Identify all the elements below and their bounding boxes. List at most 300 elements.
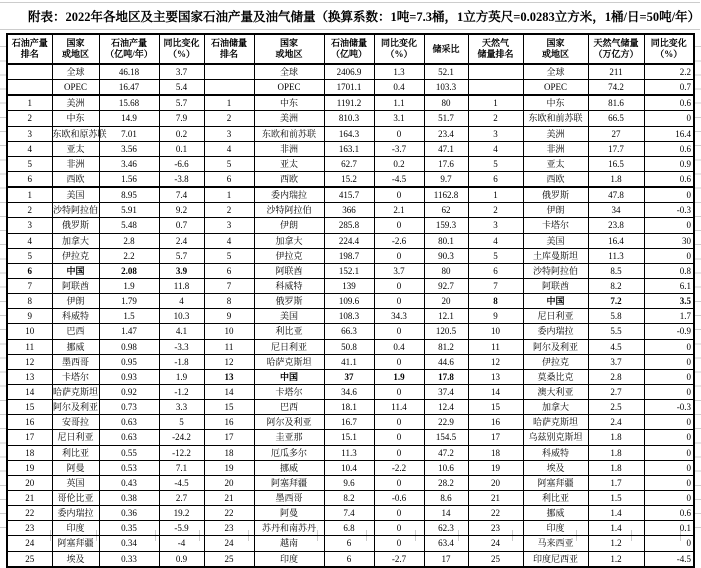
column-header-6 <box>324 34 374 64</box>
table-cell: 2.8 <box>99 233 159 248</box>
table-cell: 7.4 <box>159 187 204 203</box>
table-cell: 18 <box>7 445 52 460</box>
table-cell: 埃及 <box>52 551 99 567</box>
table-row <box>7 384 694 399</box>
table-cell: 0.63 <box>99 415 159 430</box>
table-cell: 37 <box>324 369 374 384</box>
table-cell: 108.3 <box>324 309 374 324</box>
table-cell: 0.6 <box>644 171 694 187</box>
column-header-11 <box>588 34 644 64</box>
table-cell: 1701.1 <box>324 80 374 96</box>
table-row <box>7 506 694 521</box>
table-cell: 22 <box>468 506 523 521</box>
table-cell: 伊朗 <box>523 203 588 218</box>
table-cell: 英国 <box>52 475 99 490</box>
table-cell: -2.6 <box>374 233 424 248</box>
table-cell: 7.2 <box>588 294 644 309</box>
table-cell: 0 <box>374 506 424 521</box>
table-cell: 34.6 <box>324 384 374 399</box>
table-cell: 8.5 <box>588 263 644 278</box>
table-cell: 109.6 <box>324 294 374 309</box>
table-cell: 阿尔及利亚 <box>52 400 99 415</box>
table-row <box>7 309 694 324</box>
table-cell: 1.7 <box>644 309 694 324</box>
table-row <box>7 536 694 551</box>
table-cell: OPEC <box>254 80 324 96</box>
table-cell: 2 <box>204 203 254 218</box>
table-cell: 23.4 <box>424 126 468 141</box>
table-cell: 13 <box>204 369 254 384</box>
table-cell: 0.9 <box>159 551 204 567</box>
table-cell: 越南 <box>254 536 324 551</box>
table-cell: 0.63 <box>99 430 159 445</box>
table-cell: 23.8 <box>588 218 644 233</box>
table-cell: 0 <box>644 111 694 126</box>
table-cell: 2.2 <box>99 248 159 263</box>
column-header-0 <box>7 34 52 64</box>
table-cell: 16.4 <box>644 126 694 141</box>
table-cell: 3.56 <box>99 141 159 156</box>
table-cell: 5.91 <box>99 203 159 218</box>
table-cell: 0 <box>374 430 424 445</box>
table-cell: 西欧 <box>254 171 324 187</box>
table-cell: 0.1 <box>644 521 694 536</box>
table-cell: 14 <box>424 506 468 521</box>
table-cell: 15.2 <box>324 171 374 187</box>
table-cell: 152.1 <box>324 263 374 278</box>
table-cell: 211 <box>588 64 644 80</box>
table-cell: 阿联酋 <box>523 278 588 293</box>
table-cell: 哈萨克斯坦 <box>523 415 588 430</box>
column-header-line: （亿吨） <box>330 49 367 59</box>
table-row <box>7 95 694 111</box>
table-cell: 0 <box>644 475 694 490</box>
table-cell: 15.1 <box>324 430 374 445</box>
table-cell: 1.9 <box>99 278 159 293</box>
table-cell: 0.6 <box>644 95 694 111</box>
table-cell: 5 <box>204 248 254 263</box>
table-cell: 尼日利亚 <box>523 309 588 324</box>
table-cell: 美洲 <box>254 111 324 126</box>
table-cell: 2.8 <box>588 369 644 384</box>
table-cell: -0.6 <box>374 490 424 505</box>
table-cell: 沙特阿拉伯 <box>523 263 588 278</box>
table-cell: 0.92 <box>99 384 159 399</box>
table-cell: 6.1 <box>644 278 694 293</box>
table-cell: 1 <box>7 95 52 111</box>
table-cell: 1.9 <box>374 369 424 384</box>
table-cell: 8 <box>7 294 52 309</box>
column-header-line: 同比变化 <box>650 38 687 48</box>
table-cell: 0 <box>644 430 694 445</box>
table-cell: 17 <box>424 551 468 567</box>
column-header-line: 同比变化 <box>380 38 417 48</box>
table-cell: 13 <box>7 369 52 384</box>
column-header-line: （亿吨/年） <box>105 49 153 59</box>
table-cell: 委内瑞拉 <box>254 187 324 203</box>
table-cell: 8.6 <box>424 490 468 505</box>
table-row <box>7 248 694 263</box>
table-row <box>7 324 694 339</box>
table-cell: 17.7 <box>588 141 644 156</box>
table-cell: 11.3 <box>588 248 644 263</box>
table-cell: 安哥拉 <box>52 415 99 430</box>
table-cell: 0.4 <box>374 80 424 96</box>
table-cell: 1.5 <box>588 490 644 505</box>
table-cell: 5 <box>159 415 204 430</box>
table-cell: 1 <box>204 95 254 111</box>
table-cell: 17 <box>468 430 523 445</box>
sheet-gridline-top <box>0 2 700 3</box>
table-cell: 24 <box>468 536 523 551</box>
table-cell: 0 <box>374 218 424 233</box>
table-cell: 23 <box>468 521 523 536</box>
sheet-gridline-right-margin <box>695 33 701 530</box>
table-cell: 11.4 <box>374 400 424 415</box>
table-cell: 8.95 <box>99 187 159 203</box>
table-cell: 8.2 <box>324 490 374 505</box>
table-cell: 63.4 <box>424 536 468 551</box>
table-cell: 5 <box>204 156 254 171</box>
table-cell: -3.3 <box>159 339 204 354</box>
table-cell: 中国 <box>254 369 324 384</box>
table-cell: 全球 <box>254 64 324 80</box>
table-row <box>7 126 694 141</box>
table-cell: 哈萨克斯坦 <box>254 354 324 369</box>
table-cell: 阿联酋 <box>52 278 99 293</box>
table-cell: 印度 <box>523 521 588 536</box>
table-cell: 1.47 <box>99 324 159 339</box>
table-cell: 全球 <box>523 64 588 80</box>
table-row <box>7 80 694 96</box>
table-cell: 103.3 <box>424 80 468 96</box>
table-cell: 15 <box>204 400 254 415</box>
table-cell: 10 <box>468 324 523 339</box>
table-cell: 3.7 <box>374 263 424 278</box>
table-cell: -0.9 <box>644 324 694 339</box>
table-cell: 154.5 <box>424 430 468 445</box>
table-cell: 3.7 <box>588 354 644 369</box>
table-cell: 土库曼斯坦 <box>523 248 588 263</box>
table-cell: 14 <box>204 384 254 399</box>
column-header-line: 或地区 <box>61 49 89 59</box>
table-cell: 印度 <box>52 521 99 536</box>
table-row <box>7 551 694 567</box>
table-cell: 中东 <box>52 111 99 126</box>
table-cell: 0.98 <box>99 339 159 354</box>
table-row <box>7 445 694 460</box>
table-cell: 俄罗斯 <box>52 218 99 233</box>
column-header-line: 或地区 <box>275 49 303 59</box>
table-cell: 中国 <box>52 263 99 278</box>
table-cell: 非洲 <box>254 141 324 156</box>
table-cell: 1.7 <box>588 475 644 490</box>
table-row <box>7 294 694 309</box>
column-header-line: 国家 <box>66 38 85 48</box>
table-cell: 0.38 <box>99 490 159 505</box>
table-cell: 15 <box>468 400 523 415</box>
table-cell: 阿尔及利亚 <box>523 339 588 354</box>
table-cell: 伊拉克 <box>523 354 588 369</box>
table-cell: 西欧 <box>523 171 588 187</box>
table-cell: 加拿大 <box>52 233 99 248</box>
table-cell: 2 <box>468 203 523 218</box>
table-cell: 11.8 <box>159 278 204 293</box>
table-row <box>7 156 694 171</box>
table-cell: 0 <box>644 218 694 233</box>
table-cell: 3 <box>7 218 52 233</box>
table-cell: 25 <box>7 551 52 567</box>
table-cell: -4.5 <box>644 551 694 567</box>
table-row <box>7 339 694 354</box>
column-header-12 <box>644 34 694 64</box>
table-cell: 66.5 <box>588 111 644 126</box>
table-cell: 3 <box>468 126 523 141</box>
table-cell: 利比亚 <box>52 445 99 460</box>
table-cell: 5.8 <box>588 309 644 324</box>
oil-gas-data-table <box>6 33 695 568</box>
table-cell: 非洲 <box>523 141 588 156</box>
table-cell: 47.1 <box>424 141 468 156</box>
table-cell: 164.3 <box>324 126 374 141</box>
table-cell: 34 <box>588 203 644 218</box>
table-cell: 16 <box>7 415 52 430</box>
table-cell: 27 <box>588 126 644 141</box>
table-cell: 30 <box>644 233 694 248</box>
table-cell: 阿塞拜疆 <box>254 475 324 490</box>
table-cell: 墨西哥 <box>52 354 99 369</box>
table-cell: 810.3 <box>324 111 374 126</box>
table-cell: 11 <box>204 339 254 354</box>
table-cell: 6 <box>204 263 254 278</box>
table-cell: 8 <box>204 294 254 309</box>
table-cell: 利比亚 <box>254 324 324 339</box>
table-row <box>7 415 694 430</box>
column-header-line: （%） <box>655 49 683 59</box>
column-header-line: 天然气储量 <box>593 38 639 48</box>
table-cell: 阿塞拜疆 <box>52 536 99 551</box>
table-cell: 198.7 <box>324 248 374 263</box>
table-cell: 美国 <box>523 233 588 248</box>
table-cell: 12.4 <box>424 400 468 415</box>
table-cell: 15 <box>7 400 52 415</box>
table-cell: 哥伦比亚 <box>52 490 99 505</box>
table-cell: 14 <box>7 384 52 399</box>
table-cell: 0.34 <box>99 536 159 551</box>
table-cell: 50.8 <box>324 339 374 354</box>
column-header-5 <box>254 34 324 64</box>
column-header-line: （%） <box>385 49 413 59</box>
table-cell: 7 <box>204 278 254 293</box>
table-row <box>7 203 694 218</box>
table-row <box>7 233 694 248</box>
table-cell: 非洲 <box>52 156 99 171</box>
table-cell: 12 <box>204 354 254 369</box>
table-cell: -0.3 <box>644 203 694 218</box>
table-cell: -12.2 <box>159 445 204 460</box>
table-cell: 3.46 <box>99 156 159 171</box>
table-cell: 5 <box>468 248 523 263</box>
table-cell: 18 <box>204 445 254 460</box>
table-row <box>7 111 694 126</box>
table-cell: 22.9 <box>424 415 468 430</box>
table-cell: 19.2 <box>159 506 204 521</box>
table-cell: 卡塔尔 <box>52 369 99 384</box>
table-cell: 0.36 <box>99 506 159 521</box>
table-cell: 20 <box>424 294 468 309</box>
table-cell: 0.33 <box>99 551 159 567</box>
table-cell: 3.3 <box>159 400 204 415</box>
table-row <box>7 218 694 233</box>
table-row <box>7 521 694 536</box>
table-cell: 62 <box>424 203 468 218</box>
table-cell: 阿尔及利亚 <box>254 415 324 430</box>
table-cell: 1 <box>204 187 254 203</box>
table-cell: 17 <box>204 430 254 445</box>
table-cell: 4.5 <box>588 339 644 354</box>
table-cell: -5.9 <box>159 521 204 536</box>
table-cell: 0 <box>374 294 424 309</box>
table-cell: 俄罗斯 <box>523 187 588 203</box>
table-cell: 0 <box>374 415 424 430</box>
table-cell: 美国 <box>254 309 324 324</box>
column-header-10 <box>523 34 588 64</box>
table-cell: 17.6 <box>424 156 468 171</box>
table-cell: 1.4 <box>588 521 644 536</box>
table-cell: 14 <box>468 384 523 399</box>
table-cell: 11.3 <box>324 445 374 460</box>
table-cell: 12 <box>7 354 52 369</box>
table-cell: 亚太 <box>52 141 99 156</box>
table-cell: 马来西亚 <box>523 536 588 551</box>
table-cell: 0 <box>374 521 424 536</box>
table-cell: 10 <box>7 324 52 339</box>
table-cell: 0 <box>374 187 424 203</box>
table-cell: 92.7 <box>424 278 468 293</box>
header-row <box>7 34 694 64</box>
table-cell: 中国 <box>523 294 588 309</box>
table-cell: 巴西 <box>254 400 324 415</box>
table-cell: 0.95 <box>99 354 159 369</box>
table-row <box>7 263 694 278</box>
table-cell: 22 <box>204 506 254 521</box>
table-cell: 利比亚 <box>523 490 588 505</box>
table-cell: 2.4 <box>159 233 204 248</box>
table-cell: 9.6 <box>324 475 374 490</box>
table-cell: 5.4 <box>159 80 204 96</box>
table-cell: -4.5 <box>159 475 204 490</box>
table-cell: 0.55 <box>99 445 159 460</box>
table-cell: 卡塔尔 <box>523 218 588 233</box>
table-cell: 16.4 <box>588 233 644 248</box>
table-cell: 6 <box>468 171 523 187</box>
table-cell: 1.79 <box>99 294 159 309</box>
table-cell <box>468 64 523 80</box>
table-cell: 0.2 <box>374 156 424 171</box>
table-cell: 3 <box>204 218 254 233</box>
table-cell: 尼日利亚 <box>52 430 99 445</box>
table-cell: 阿联酋 <box>254 263 324 278</box>
table-cell: 1.1 <box>374 95 424 111</box>
table-cell: 366 <box>324 203 374 218</box>
table-cell: 0 <box>644 460 694 475</box>
table-cell: 东欧和原苏联 <box>52 126 99 141</box>
table-cell: 21 <box>204 490 254 505</box>
table-cell: 16.7 <box>324 415 374 430</box>
table-cell: 23 <box>204 521 254 536</box>
table-cell: 51.7 <box>424 111 468 126</box>
table-cell: 0.43 <box>99 475 159 490</box>
table-cell: 1.8 <box>588 171 644 187</box>
table-cell: 10.3 <box>159 309 204 324</box>
table-cell: 印度尼西亚 <box>523 551 588 567</box>
table-cell: 120.5 <box>424 324 468 339</box>
table-cell: 0 <box>644 384 694 399</box>
table-cell: 圭亚那 <box>254 430 324 445</box>
table-cell: 21 <box>468 490 523 505</box>
table-cell: 0 <box>374 475 424 490</box>
table-cell: 0 <box>374 248 424 263</box>
table-cell: 4 <box>468 141 523 156</box>
column-header-4 <box>204 34 254 64</box>
table-cell: 乌兹别克斯坦 <box>523 430 588 445</box>
table-cell: 46.18 <box>99 64 159 80</box>
column-header-line: 或地区 <box>541 49 569 59</box>
table-cell: 47.8 <box>588 187 644 203</box>
table-cell: 5 <box>7 156 52 171</box>
table-row <box>7 490 694 505</box>
table-cell: 2.7 <box>159 490 204 505</box>
table-cell: 1.56 <box>99 171 159 187</box>
table-cell: 3.5 <box>644 294 694 309</box>
table-cell: 伊朗 <box>52 294 99 309</box>
table-cell: 阿曼 <box>254 506 324 521</box>
table-cell: 5.7 <box>159 95 204 111</box>
table-cell: 0 <box>644 339 694 354</box>
table-cell: 7.1 <box>159 460 204 475</box>
column-header-line: 储采比 <box>432 43 460 54</box>
table-cell: 墨西哥 <box>254 490 324 505</box>
table-cell: -3.7 <box>374 141 424 156</box>
table-cell: 卡塔尔 <box>254 384 324 399</box>
table-cell: 加拿大 <box>254 233 324 248</box>
table-cell: 伊拉克 <box>52 248 99 263</box>
table-cell: 厄瓜多尔 <box>254 445 324 460</box>
table-cell: 16.5 <box>588 156 644 171</box>
table-cell: 16 <box>204 415 254 430</box>
table-cell: 3.9 <box>159 263 204 278</box>
table-cell: 5.48 <box>99 218 159 233</box>
table-cell: 美洲 <box>523 126 588 141</box>
table-cell: 159.3 <box>424 218 468 233</box>
table-cell: 0.9 <box>644 156 694 171</box>
table-row <box>7 64 694 80</box>
table-cell: 挪威 <box>523 506 588 521</box>
column-header-3 <box>159 34 204 64</box>
table-cell: 全球 <box>52 64 99 80</box>
table-cell: 1.9 <box>159 369 204 384</box>
table-cell: 哈萨克斯坦 <box>52 384 99 399</box>
table-cell: 19 <box>468 460 523 475</box>
table-cell: 285.8 <box>324 218 374 233</box>
table-cell: 0.93 <box>99 369 159 384</box>
table-cell <box>7 64 52 80</box>
table-cell: 18 <box>468 445 523 460</box>
table-cell <box>204 64 254 80</box>
column-header-line: 排名 <box>219 49 238 59</box>
table-cell: 52.1 <box>424 64 468 80</box>
table-cell: 13 <box>468 369 523 384</box>
